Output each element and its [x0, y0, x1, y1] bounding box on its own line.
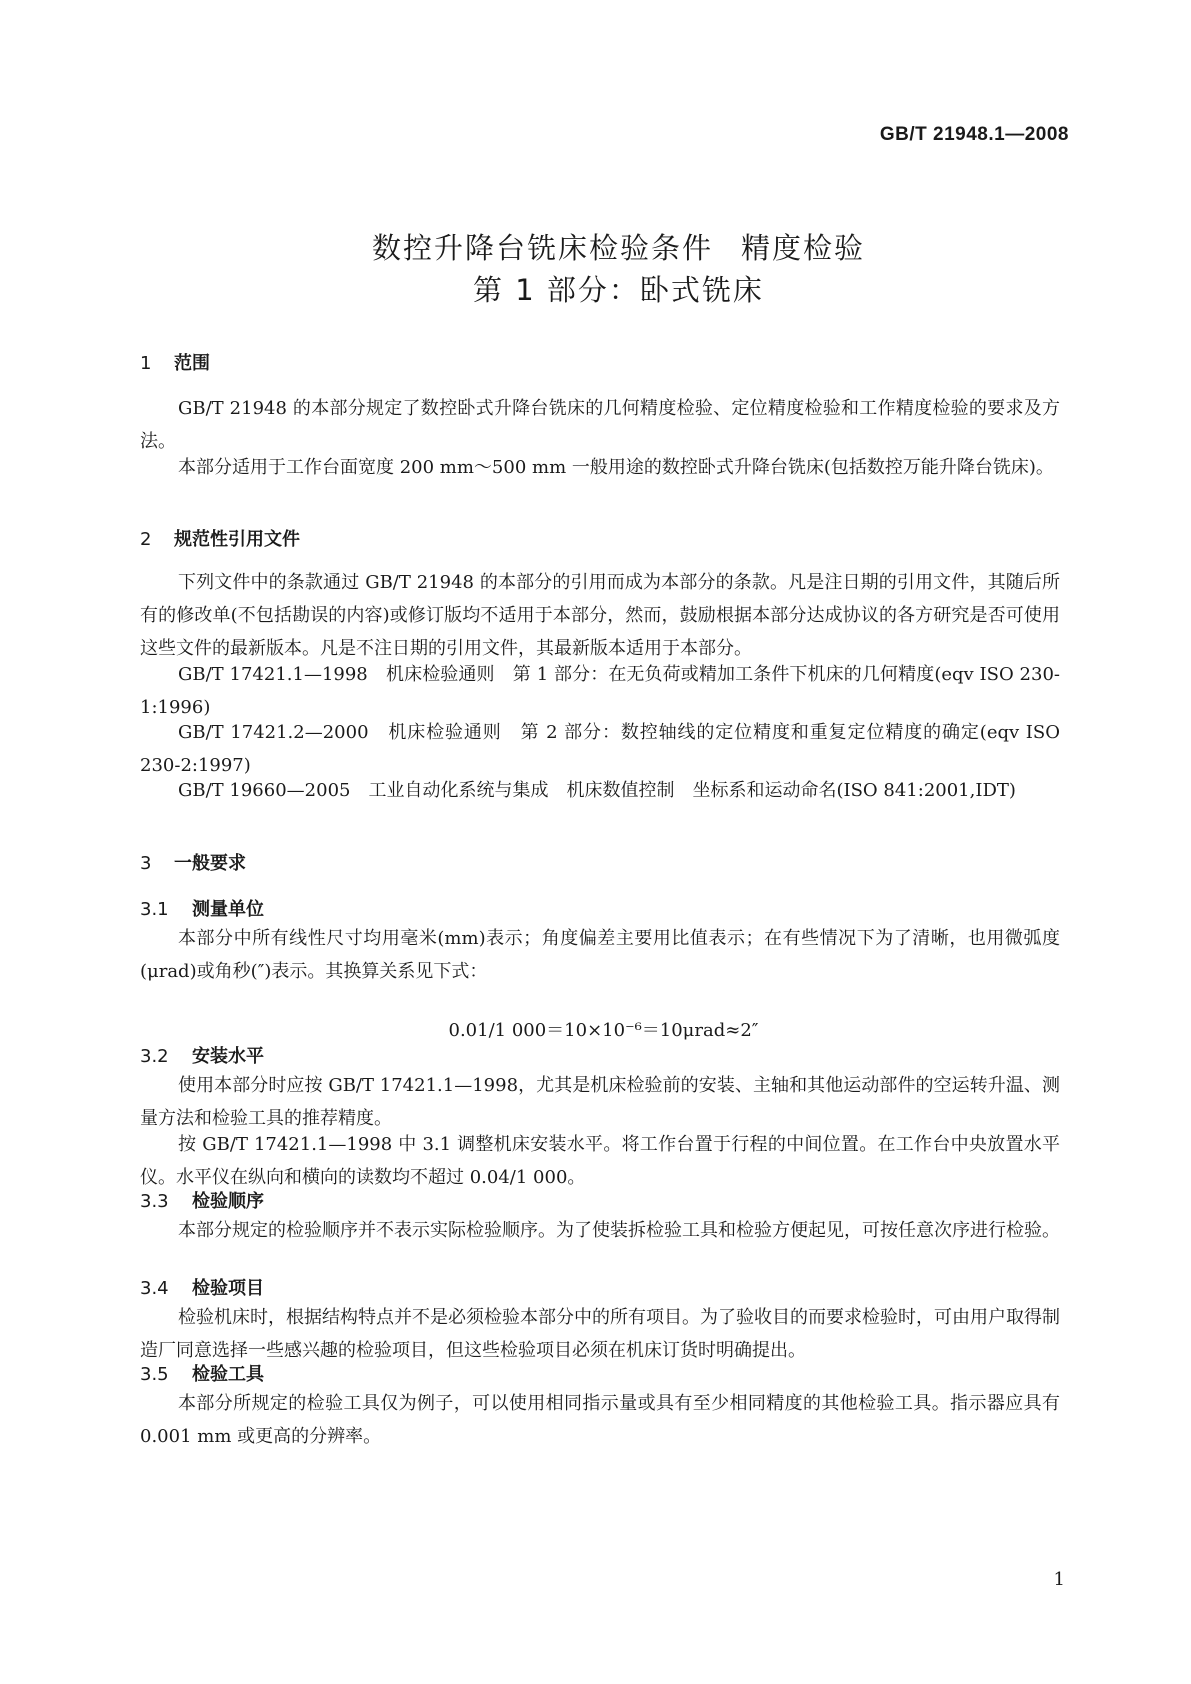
- subsection-title: 检验工具: [192, 1364, 264, 1385]
- section-number: 1: [140, 353, 152, 374]
- paragraph: 本部分适用于工作台面宽度 200 mm～500 mm 一般用途的数控卧式升降台铣床(包括数控万能升降台铣床)。: [178, 457, 1054, 478]
- subsection-3-5-heading: [140, 1363, 264, 1387]
- section-number: 3: [140, 853, 152, 874]
- subsection-3-3-heading: [140, 1190, 264, 1214]
- subsection-title: 安装水平: [192, 1046, 264, 1067]
- subsection-title: 检验项目: [192, 1278, 264, 1299]
- section-number: 2: [140, 529, 152, 550]
- reference-item: GB/T 19660—2005 工业自动化系统与集成 机床数值控制 坐标系和运动命名(ISO 841:2001,IDT): [178, 780, 1016, 801]
- page-number: 1: [1053, 1569, 1065, 1590]
- standard-code: GB/T 21948.1—2008: [879, 124, 1069, 145]
- subsection-number: 3.5: [140, 1364, 169, 1385]
- subsection-3-1-heading: [140, 898, 264, 922]
- paragraph: 使用本部分时应按 GB/T 17421.1—1998，尤其是机床检验前的安装、主轴和其他运动部件的空运转升温、测量方法和检验工具的推荐精度。: [140, 1075, 1060, 1129]
- subsection-3-2-heading: [140, 1045, 264, 1069]
- document-title-line2: 第 1 部分：卧式铣床: [473, 273, 764, 307]
- paragraph: 按 GB/T 17421.1—1998 中 3.1 调整机床安装水平。将工作台置于行程的中间位置。在工作台中央放置水平仪。水平仪在纵向和横向的读数均不超过 0.04/1 000。: [140, 1134, 1060, 1188]
- section-3-heading: [140, 852, 246, 876]
- subsection-number: 3.3: [140, 1191, 169, 1212]
- paragraph: 本部分规定的检验顺序并不表示实际检验顺序。为了使装拆检验工具和检验方便起见，可按任意次序进行检验。: [178, 1220, 1060, 1241]
- paragraph: 下列文件中的条款通过 GB/T 21948 的本部分的引用而成为本部分的条款。凡是注日期的引用文件，其随后所有的修改单(不包括勘误的内容)或修订版均不适用于本部分，然而，鼓励根据本部分达成协议的各方研究是否可使用这些文件的最新版本。凡是不注日期的引用文件，其最新版本适用于本部分。: [140, 572, 1060, 659]
- section-title: 范围: [174, 353, 210, 374]
- paragraph: 本部分所规定的检验工具仅为例子，可以使用相同指示量或具有至少相同精度的其他检验工具。指示器应具有 0.001 mm 或更高的分辨率。: [140, 1393, 1060, 1447]
- section-1-heading: [140, 352, 210, 376]
- subsection-number: 3.2: [140, 1046, 169, 1067]
- section-2-heading: [140, 528, 300, 552]
- subsection-title: 检验顺序: [192, 1191, 264, 1212]
- reference-item: GB/T 17421.1—1998 机床检验通则 第 1 部分：在无负荷或精加工条件下机床的几何精度(eqv ISO 230-1:1996): [140, 664, 1060, 718]
- section-title: 一般要求: [174, 853, 246, 874]
- document-title-line1: [23, 228, 1191, 268]
- subsection-title: 测量单位: [192, 899, 264, 920]
- paragraph: 本部分中所有线性尺寸均用毫米(mm)表示；角度偏差主要用比值表示；在有些情况下为了清晰，也用微弧度(μrad)或角秒(″)表示。其换算关系见下式：: [140, 928, 1060, 982]
- paragraph: 检验机床时，根据结构特点并不是必须检验本部分中的所有项目。为了验收目的而要求检验时，可由用户取得制造厂同意选择一些感兴趣的检验项目，但这些检验项目必须在机床订货时明确提出。: [140, 1307, 1060, 1361]
- conversion-formula: 0.01/1 000＝10×10⁻⁶＝10μrad≈2″: [448, 1020, 759, 1041]
- section-title: 规范性引用文件: [174, 529, 300, 550]
- subsection-3-4-heading: [140, 1277, 264, 1301]
- title-sub: 精度检验: [741, 231, 866, 265]
- subsection-number: 3.1: [140, 899, 169, 920]
- title-main: 数控升降台铣床检验条件: [371, 231, 713, 265]
- paragraph: GB/T 21948 的本部分规定了数控卧式升降台铣床的几何精度检验、定位精度检验和工作精度检验的要求及方法。: [140, 398, 1060, 452]
- reference-item: GB/T 17421.2—2000 机床检验通则 第 2 部分：数控轴线的定位精度和重复定位精度的确定(eqv ISO 230-2:1997): [140, 722, 1060, 776]
- subsection-number: 3.4: [140, 1278, 169, 1299]
